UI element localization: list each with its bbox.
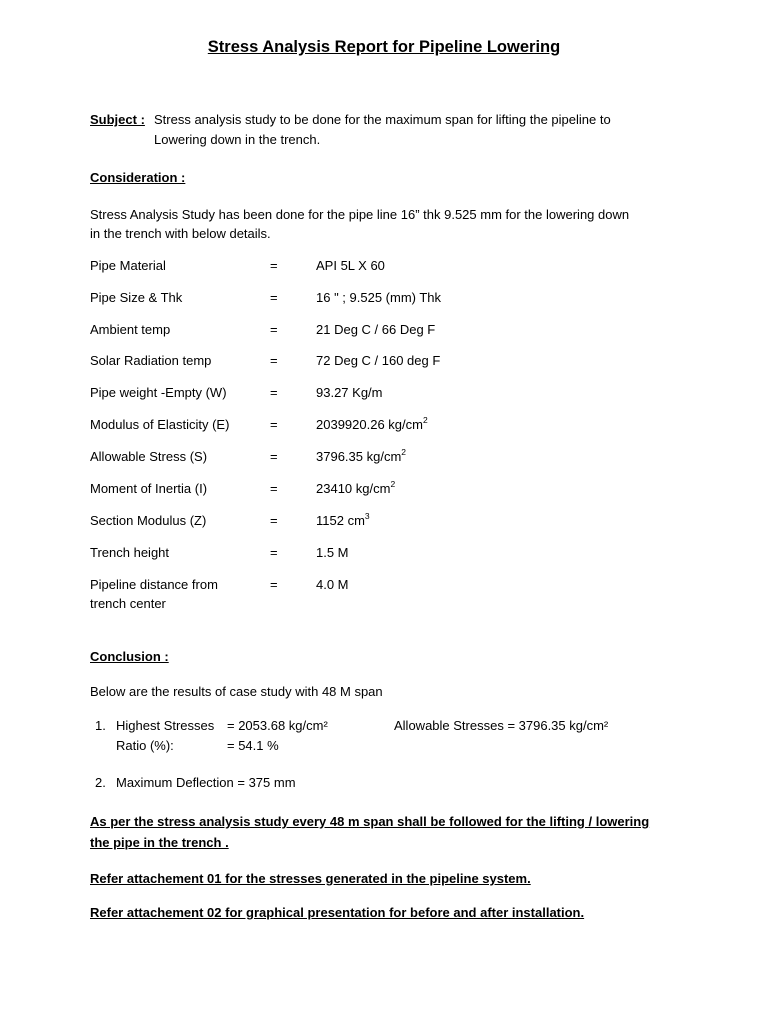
detail-value-text: 4.0 M <box>316 577 349 592</box>
detail-value <box>316 414 428 432</box>
detail-value <box>316 385 383 400</box>
conclusion-intro: Below are the results of case study with 48 M span <box>90 684 383 699</box>
detail-value-text: 21 Deg C / 66 Deg F <box>316 322 436 337</box>
result-1-number: 1. <box>95 718 106 733</box>
detail-value <box>316 290 441 305</box>
detail-value-text: 93.27 Kg/m <box>316 385 383 400</box>
detail-equals: = <box>270 449 278 464</box>
detail-label: Allowable Stress (S) <box>90 449 208 464</box>
detail-value <box>316 577 349 592</box>
subject-line-1: Stress analysis study to be done for the maximum span for lifting the pipeline to <box>154 112 611 127</box>
detail-label: Pipe weight -Empty (W) <box>90 385 227 400</box>
detail-label: Modulus of Elasticity (E) <box>90 417 230 432</box>
result-2-text: Maximum Deflection = 375 mm <box>116 775 296 790</box>
detail-label-continued: trench center <box>90 596 166 611</box>
detail-value-text: 23410 kg/cm <box>316 481 391 496</box>
note-span-line-2: the pipe in the trench . <box>90 835 229 850</box>
subject-line-2: Lowering down in the trench. <box>154 132 321 147</box>
detail-equals: = <box>270 290 278 305</box>
detail-value-text: 1.5 M <box>316 545 349 560</box>
detail-value <box>316 446 407 464</box>
page-title: Stress Analysis Report for Pipeline Lowering <box>207 38 561 56</box>
detail-label: Pipe Material <box>90 258 166 273</box>
detail-equals: = <box>270 353 278 368</box>
detail-value <box>316 322 435 337</box>
detail-value <box>316 258 385 273</box>
note-attachment-01: Refer attachement 01 for the stresses generated in the pipeline system. <box>90 871 531 886</box>
note-attachment-02: Refer attachement 02 for graphical presentation for before and after installation. <box>90 905 585 920</box>
detail-value-text: 3796.35 kg/cm <box>316 449 402 464</box>
consideration-intro-2: in the trench with below details. <box>90 226 271 241</box>
detail-equals: = <box>270 258 278 273</box>
result-2-number: 2. <box>95 775 106 790</box>
detail-equals: = <box>270 417 278 432</box>
detail-label: Section Modulus (Z) <box>90 513 207 528</box>
unit-exponent: 2 <box>401 446 407 457</box>
detail-value-text: 1152 cm <box>316 513 365 528</box>
detail-label: Pipe Size & Thk <box>90 290 183 305</box>
result-1-value: = 2053.68 kg/cm² <box>227 718 328 733</box>
detail-value <box>316 545 349 560</box>
detail-value <box>316 353 440 368</box>
detail-equals: = <box>270 513 278 528</box>
detail-value <box>316 510 370 528</box>
detail-value <box>316 478 396 496</box>
consideration-intro-1: Stress Analysis Study has been done for the pipe line 16” thk 9.525 mm for the lowering down <box>90 207 630 222</box>
result-1-allowable: Allowable Stresses = 3796.35 kg/cm² <box>394 718 609 733</box>
detail-equals: = <box>270 545 278 560</box>
detail-equals: = <box>270 385 278 400</box>
detail-equals: = <box>270 322 278 337</box>
unit-exponent: 2 <box>390 478 396 489</box>
detail-value-text: 2039920.26 kg/cm <box>316 417 423 432</box>
unit-exponent: 3 <box>364 510 370 521</box>
detail-value-text: 16 " ; 9.525 (mm) Thk <box>316 290 442 305</box>
detail-label: Pipeline distance from <box>90 577 218 592</box>
detail-value-text: 72 Deg C / 160 deg F <box>316 353 441 368</box>
result-1-label: Highest Stresses <box>116 718 215 733</box>
detail-value-text: API 5L X 60 <box>316 258 385 273</box>
ratio-value: = 54.1 % <box>227 738 279 753</box>
note-span-line-1: As per the stress analysis study every 48 m span shall be followed for the lifting / lowering <box>90 814 650 829</box>
detail-label: Moment of Inertia (I) <box>90 481 208 496</box>
detail-label: Trench height <box>90 545 170 560</box>
detail-equals: = <box>270 481 278 496</box>
unit-exponent: 2 <box>422 414 428 425</box>
subject-label: Subject : <box>90 112 145 127</box>
consideration-heading: Consideration : <box>90 170 186 185</box>
detail-label: Solar Radiation temp <box>90 353 212 368</box>
detail-label: Ambient temp <box>90 322 171 337</box>
ratio-label: Ratio (%): <box>116 738 174 753</box>
detail-equals: = <box>270 577 278 592</box>
conclusion-heading: Conclusion : <box>90 649 169 664</box>
